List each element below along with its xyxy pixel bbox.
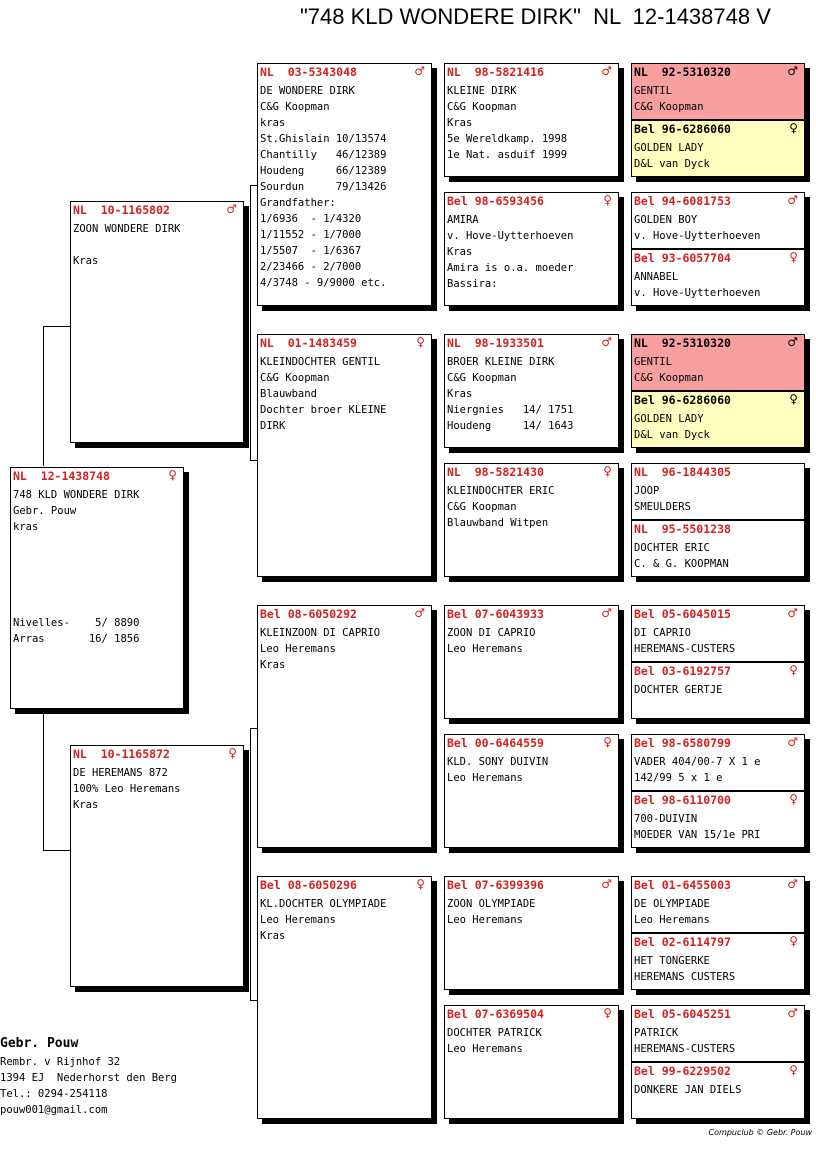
detail-line (13, 567, 181, 583)
ring-number: Bel 05-6045015 (634, 607, 731, 621)
pigeon-details (632, 750, 804, 786)
pigeon-details (632, 949, 804, 985)
detail-line: Chantilly 46/12389 (260, 149, 387, 161)
detail-line: Leo Heremans (634, 914, 710, 926)
pedigree-card-great-great-grandparent (631, 734, 805, 791)
breeder-address-line: Tel.: 0294-254118 (0, 1088, 108, 1100)
detail-line: GENTIL (634, 85, 672, 97)
pigeon-details (632, 265, 804, 301)
detail-line (13, 535, 181, 551)
detail-line: PATRICK (634, 1027, 679, 1039)
detail-line: St.Ghislain 10/13574 (260, 133, 387, 145)
connector-line (250, 460, 257, 461)
ring-number: Bel 07-6369504 (447, 1007, 544, 1021)
detail-line (13, 583, 181, 599)
pigeon-details (445, 892, 618, 928)
breeder-address-line: 1394 EJ Nederhorst den Berg (0, 1072, 178, 1084)
software-credit: Compuclub © Gebr. Pouw (708, 1128, 812, 1137)
breeder-address-line: Rembr. v Rijnhof 32 (0, 1056, 121, 1068)
pedigree-card-grandparent (257, 334, 432, 577)
detail-line: Blauwband Witpen (447, 517, 549, 529)
male-icon: ♂ (601, 877, 612, 891)
ring-number: Bel 93-6057704 (634, 251, 731, 265)
pigeon-details (632, 1078, 804, 1098)
ring-number: Bel 02-6114797 (634, 935, 731, 949)
pigeon-details (445, 350, 618, 434)
detail-line: C&G Koopman (447, 501, 517, 513)
detail-line: KLEINDOCHTER ERIC (447, 485, 555, 497)
ring-number: NL 98-5821416 (447, 65, 544, 79)
detail-line: ZOON WONDERE DIRK (73, 223, 181, 235)
female-icon: ♀ (603, 735, 612, 749)
connector-line (43, 326, 44, 466)
pigeon-details (632, 621, 804, 657)
detail-line: JOOP (634, 485, 660, 497)
detail-line: ANNABEL (634, 271, 679, 283)
pedigree-card-great-great-grandparent (631, 120, 805, 177)
pedigree-card-subject (10, 467, 184, 709)
detail-line: C&G Koopman (260, 101, 330, 113)
detail-line: Kras (73, 799, 99, 811)
pedigree-card-great-great-grandparent (631, 662, 805, 719)
detail-line: Kras (260, 930, 286, 942)
ring-number: Bel 96-6286060 (634, 122, 731, 136)
detail-line: Kras (447, 388, 473, 400)
detail-line: KLEINE DIRK (447, 85, 517, 97)
pigeon-details (445, 621, 618, 657)
pigeon-details (71, 761, 243, 813)
pigeon-details (632, 407, 804, 443)
detail-line: v. Hove-Uytterhoeven (634, 230, 761, 242)
pedigree-card-grandparent (257, 605, 432, 848)
male-icon: ♂ (787, 735, 798, 749)
breeder-info (0, 1036, 177, 1118)
detail-line: GOLDEN LADY (634, 413, 704, 425)
detail-line: DI CAPRIO (634, 627, 691, 639)
pedigree-card-great-great-grandparent (631, 1062, 805, 1119)
pedigree-card-great-grandparent (444, 876, 619, 990)
pigeon-details (445, 1021, 618, 1057)
detail-line: Leo Heremans (260, 643, 336, 655)
male-icon: ♂ (601, 606, 612, 620)
ring-number: Bel 98-6580799 (634, 736, 731, 750)
pedigree-card-great-great-grandparent (631, 520, 805, 577)
detail-line: Leo Heremans (260, 914, 336, 926)
female-icon: ♀ (789, 934, 798, 948)
detail-line: DIRK (260, 420, 286, 432)
male-icon: ♂ (414, 606, 425, 620)
detail-line: D&L van Dyck (634, 429, 710, 441)
pigeon-details (632, 208, 804, 244)
detail-line: Kras (447, 117, 473, 129)
detail-line: v. Hove-Uytterhoeven (447, 230, 574, 242)
pedigree-card-parent (70, 745, 244, 987)
pedigree-card-parent (70, 201, 244, 443)
ring-number: Bel 98-6110700 (634, 793, 731, 807)
ring-number: Bel 96-6286060 (634, 393, 731, 407)
detail-line: C&G Koopman (447, 372, 517, 384)
pigeon-details (632, 479, 804, 515)
ring-number: Bel 08-6050296 (260, 878, 357, 892)
detail-line: Leo Heremans (447, 772, 523, 784)
detail-line: Sourdun 79/13426 (260, 181, 387, 193)
pigeon-details (11, 483, 183, 647)
detail-line (13, 551, 181, 567)
detail-line: ZOON OLYMPIADE (447, 898, 536, 910)
ring-number: Bel 94-6081753 (634, 194, 731, 208)
detail-line: C&G Koopman (447, 101, 517, 113)
detail-line: 1/5507 - 1/6367 (260, 245, 362, 257)
detail-line: Arras 16/ 1856 (13, 633, 140, 645)
pedigree-card-great-great-grandparent (631, 192, 805, 249)
ring-number: Bel 03-6192757 (634, 664, 731, 678)
pedigree-card-great-grandparent (444, 334, 619, 448)
detail-line: 5e Wereldkamp. 1998 (447, 133, 568, 145)
detail-line: GOLDEN BOY (634, 214, 698, 226)
ring-number: Bel 01-6455003 (634, 878, 731, 892)
male-icon: ♂ (787, 1006, 798, 1020)
connector-line (43, 850, 70, 851)
detail-line: 4/3748 - 9/9000 etc. (260, 277, 387, 289)
detail-line: GENTIL (634, 356, 672, 368)
breeder-name: Gebr. Pouw (0, 1036, 79, 1051)
pedigree-card-great-great-grandparent (631, 1005, 805, 1062)
ring-number: NL 95-5501238 (634, 522, 731, 536)
female-icon: ♀ (789, 250, 798, 264)
pedigree-card-great-great-grandparent (631, 463, 805, 520)
ring-number: NL 92-5310320 (634, 65, 731, 79)
detail-line: MOEDER VAN 15/1e PRI (634, 829, 761, 841)
detail-line: 100% Leo Heremans (73, 783, 181, 795)
pigeon-details (632, 350, 804, 386)
detail-line: SMEULDERS (634, 501, 691, 513)
detail-line: 142/99 5 x 1 e (634, 772, 723, 784)
detail-line: BROER KLEINE DIRK (447, 356, 555, 368)
connector-line (250, 185, 257, 186)
detail-line: Leo Heremans (447, 643, 523, 655)
detail-line: 2/23466 - 2/7000 (260, 261, 362, 273)
detail-line: KLEINDOCHTER GENTIL (260, 356, 381, 368)
detail-line: 1/6936 - 1/4320 (260, 213, 362, 225)
pedigree-card-great-great-grandparent (631, 249, 805, 306)
ring-number: NL 92-5310320 (634, 336, 731, 350)
ring-number: NL 01-1483459 (260, 336, 357, 350)
female-icon: ♀ (603, 193, 612, 207)
pigeon-details (258, 79, 431, 291)
female-icon: ♀ (168, 468, 177, 482)
ring-number: NL 10-1165872 (73, 747, 170, 761)
pigeon-details (258, 350, 431, 434)
connector-line (250, 185, 251, 460)
detail-line: KLD. SONY DUIVIN (447, 756, 549, 768)
detail-line: Bassira: (447, 278, 498, 290)
connector-line (250, 728, 257, 729)
breeder-address-line: pouw001@gmail.com (0, 1104, 108, 1116)
detail-line: DOCHTER ERIC (634, 542, 710, 554)
ring-number: NL 12-1438748 (13, 469, 110, 483)
pedigree-card-great-great-grandparent (631, 876, 805, 933)
connector-line (43, 326, 70, 327)
detail-line: Blauwband (260, 388, 317, 400)
ring-number: Bel 99-6229502 (634, 1064, 731, 1078)
pedigree-card-great-grandparent (444, 463, 619, 577)
female-icon: ♀ (789, 121, 798, 135)
detail-line: HEREMANS-CUSTERS (634, 643, 736, 655)
male-icon: ♂ (601, 335, 612, 349)
ring-number: Bel 98-6593456 (447, 194, 544, 208)
detail-line: HET TONGERKE (634, 955, 710, 967)
pigeon-details (632, 536, 804, 572)
pigeon-details (258, 892, 431, 944)
male-icon: ♂ (414, 64, 425, 78)
male-icon: ♂ (787, 193, 798, 207)
detail-line: DE HEREMANS 872 (73, 767, 168, 779)
detail-line: GOLDEN LADY (634, 142, 704, 154)
detail-line: Kras (73, 255, 99, 267)
detail-line: D&L van Dyck (634, 158, 710, 170)
detail-line: ZOON DI CAPRIO (447, 627, 536, 639)
detail-line: Amira is o.a. moeder (447, 262, 574, 274)
ring-number: Bel 05-6045251 (634, 1007, 731, 1021)
connector-line (250, 728, 251, 1000)
pedigree-card-grandparent (257, 876, 432, 1119)
pedigree-card-great-grandparent (444, 734, 619, 848)
pedigree-card-great-great-grandparent (631, 933, 805, 990)
pigeon-details (632, 678, 804, 698)
detail-line (73, 237, 241, 253)
female-icon: ♀ (603, 464, 612, 478)
ring-number: NL 96-1844305 (634, 465, 731, 479)
female-icon: ♀ (416, 335, 425, 349)
male-icon: ♂ (787, 877, 798, 891)
connector-line (250, 1000, 257, 1001)
detail-line: kras (260, 117, 286, 129)
detail-line: 700-DUIVIN (634, 813, 698, 825)
pedigree-card-great-great-grandparent (631, 605, 805, 662)
pigeon-details (632, 1021, 804, 1057)
detail-line: kras (13, 521, 39, 533)
pedigree-card-great-grandparent (444, 1005, 619, 1119)
female-icon: ♀ (789, 1063, 798, 1077)
pedigree-card-great-grandparent (444, 192, 619, 306)
detail-line: C&G Koopman (634, 372, 704, 384)
detail-line: DONKERE JAN DIELS (634, 1084, 742, 1096)
detail-line: DE OLYMPIADE (634, 898, 710, 910)
ring-number: NL 98-5821430 (447, 465, 544, 479)
ring-number: Bel 08-6050292 (260, 607, 357, 621)
pedigree-card-great-grandparent (444, 63, 619, 177)
ring-number: NL 10-1165802 (73, 203, 170, 217)
ring-number: Bel 00-6464559 (447, 736, 544, 750)
pedigree-card-great-great-grandparent (631, 63, 805, 120)
female-icon: ♀ (789, 792, 798, 806)
pigeon-details (71, 217, 243, 269)
pedigree-card-great-great-grandparent (631, 391, 805, 448)
pigeon-details (632, 136, 804, 172)
detail-line: Houdeng 14/ 1643 (447, 420, 574, 432)
detail-line: Kras (260, 659, 286, 671)
pedigree-card-great-grandparent (444, 605, 619, 719)
detail-line: Dochter broer KLEINE (260, 404, 387, 416)
detail-line: KL.DOCHTER OLYMPIADE (260, 898, 387, 910)
detail-line: Nivelles- 5/ 8890 (13, 617, 140, 629)
male-icon: ♂ (787, 335, 798, 349)
connector-line (43, 710, 44, 850)
ring-number: NL 98-1933501 (447, 336, 544, 350)
detail-line: DOCHTER GERTJE (634, 684, 723, 696)
pigeon-details (632, 892, 804, 928)
detail-line: C&G Koopman (634, 101, 704, 113)
detail-line: 1/11552 - 1/7000 (260, 229, 362, 241)
detail-line: C. & G. KOOPMAN (634, 558, 729, 570)
female-icon: ♀ (416, 877, 425, 891)
male-icon: ♂ (787, 64, 798, 78)
detail-line: Grandfather: (260, 197, 336, 209)
page-title: "748 KLD WONDERE DIRK" NL 12-1438748 V (300, 4, 771, 29)
ring-number: Bel 07-6043933 (447, 607, 544, 621)
detail-line: HEREMANS CUSTERS (634, 971, 736, 983)
female-icon: ♀ (603, 1006, 612, 1020)
pigeon-details (445, 79, 618, 163)
detail-line: 1e Nat. asduif 1999 (447, 149, 568, 161)
detail-line: AMIRA (447, 214, 479, 226)
detail-line: DOCHTER PATRICK (447, 1027, 542, 1039)
pigeon-details (445, 208, 618, 292)
detail-line: v. Hove-Uytterhoeven (634, 287, 761, 299)
breeder-address (0, 1054, 177, 1118)
pigeon-details (445, 750, 618, 786)
detail-line: 748 KLD WONDERE DIRK (13, 489, 140, 501)
male-icon: ♂ (601, 64, 612, 78)
pigeon-details (258, 621, 431, 673)
detail-line: Leo Heremans (447, 914, 523, 926)
pedigree-card-great-great-grandparent (631, 334, 805, 391)
detail-line: Houdeng 66/12389 (260, 165, 387, 177)
female-icon: ♀ (789, 392, 798, 406)
detail-line: DE WONDERE DIRK (260, 85, 355, 97)
pedigree-card-grandparent (257, 63, 432, 306)
detail-line: Gebr. Pouw (13, 505, 77, 517)
pedigree-card-great-great-grandparent (631, 791, 805, 848)
detail-line: HEREMANS-CUSTERS (634, 1043, 736, 1055)
detail-line: KLEINZOON DI CAPRIO (260, 627, 381, 639)
detail-line: Kras (447, 246, 473, 258)
male-icon: ♂ (226, 202, 237, 216)
female-icon: ♀ (789, 663, 798, 677)
detail-line: VADER 404/00-7 X 1 e (634, 756, 761, 768)
pigeon-details (632, 79, 804, 115)
detail-line: Leo Heremans (447, 1043, 523, 1055)
male-icon: ♂ (787, 606, 798, 620)
female-icon: ♀ (228, 746, 237, 760)
detail-line (13, 599, 181, 615)
ring-number: NL 03-5343048 (260, 65, 357, 79)
pigeon-details (632, 807, 804, 843)
detail-line: C&G Koopman (260, 372, 330, 384)
ring-number: Bel 07-6399396 (447, 878, 544, 892)
detail-line: Niergnies 14/ 1751 (447, 404, 574, 416)
pigeon-details (445, 479, 618, 531)
